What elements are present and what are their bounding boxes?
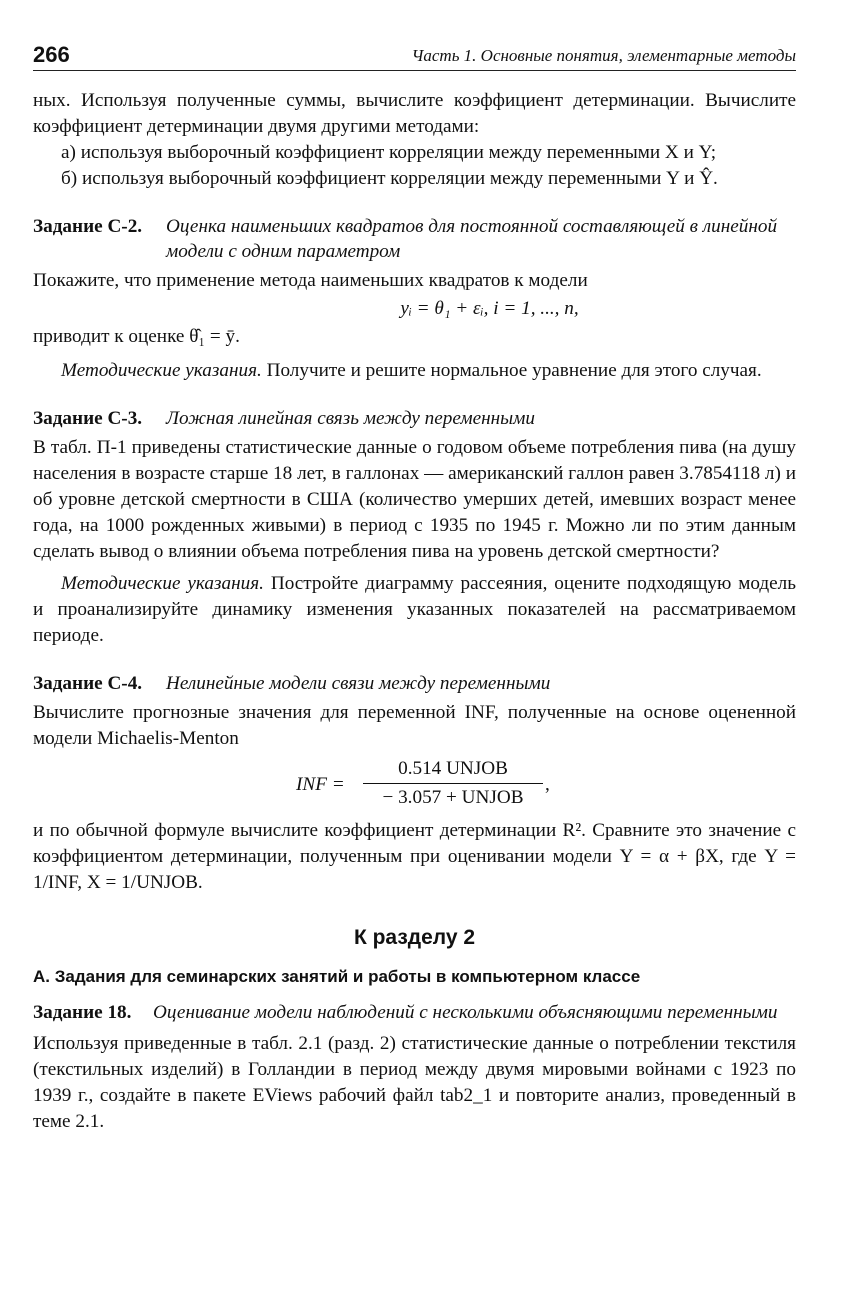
task-title: Ложная линейная связь между переменными	[166, 408, 536, 429]
task-label: Задание 18.	[33, 1002, 132, 1023]
task-c3-heading	[33, 406, 796, 431]
hint-text: Постройте диаграмму рассеяния, оцените подходящую модель и проанализируйте динамику изменения указанных показателей на рассматриваемом периоде.	[33, 573, 796, 646]
task-label: Задание С-4.	[33, 673, 143, 694]
subsection-title: А. Задания для семинарских занятий и работы в компьютерном классе	[33, 967, 641, 986]
hint-label: Методические указания.	[61, 360, 262, 381]
formula-lhs: INF =	[296, 774, 345, 795]
task-c2-formula: yᵢ = θ₁ + εᵢ, i = 1, ..., n,	[400, 298, 579, 319]
task-18-heading	[33, 1000, 796, 1025]
task-c4-heading	[33, 671, 796, 696]
task-c4-text: Вычислите прогнозные значения для переменной INF, полученные на основе оцененной модели Michaelis-Menton	[33, 702, 796, 749]
page-header	[33, 40, 796, 71]
task-label: Задание С-2.	[33, 216, 143, 237]
formula-fraction	[363, 756, 543, 811]
task-title: Нелинейные модели связи между переменными	[166, 673, 551, 694]
list-item-a: а) используя выборочный коэффициент корреляции между переменными X и Y;	[61, 142, 717, 163]
intro-paragraph: ных. Используя полученные суммы, вычислите коэффициент детерминации. Вычислите коэффициент детерминации двумя другими методами:	[33, 90, 796, 137]
page-body	[33, 88, 796, 1135]
task-c2-heading	[33, 214, 796, 264]
task-c2-hint	[33, 358, 796, 384]
formula-denominator: − 3.057 + UNJOB	[382, 787, 524, 808]
section-title: К разделу 2	[353, 926, 476, 949]
running-head: Часть 1. Основные понятия, элементарные методы	[411, 46, 796, 65]
hint-label: Методические указания.	[61, 573, 264, 594]
task-label: Задание С-3.	[33, 408, 143, 429]
hint-text: Получите и решите нормальное уравнение для этого случая.	[266, 360, 762, 381]
task-c2-result: приводит к оценке θ̂₁ = ȳ.	[33, 326, 240, 347]
list-item-b: б) используя выборочный коэффициент корреляции между переменными Y и Ŷ.	[61, 168, 718, 189]
formula-comma: ,	[545, 774, 550, 795]
formula-numerator: 0.514 UNJOB	[363, 756, 543, 784]
task-title: Оценивание модели наблюдений с несколькими объясняющими переменными	[153, 1002, 778, 1023]
task-c4-text2: и по обычной формуле вычислите коэффициент детерминации R². Сравните это значение с коэффициентом детерминации, полученным при оценивании модели Y = α + βX, где Y = 1/INF, X = 1/UNJOB.	[33, 820, 796, 893]
task-18-text: Используя приведенные в табл. 2.1 (разд. 2) статистические данные о потреблении текстиля (текстильных изделий) в Голландии в период между двумя мировыми войнами с 1923 по 1939 г., создайте в пакете EViews рабочий файл tab2_1 и повторите анализ, проведенный в теме 2.1.	[33, 1033, 796, 1132]
page-number: 266	[33, 42, 70, 67]
task-c4-formula	[33, 756, 796, 814]
task-title: Оценка наименьших квадратов для постоянной составляющей в линейной модели с одним параметром	[166, 216, 778, 262]
task-c2-text: Покажите, что применение метода наименьших квадратов к модели	[33, 270, 588, 291]
task-c3-text: В табл. П-1 приведены статистические данные о годовом объеме потребления пива (на душу населения в возрасте старше 18 лет, в галлонах — американский галлон равен 3.7854118 л) и об уровне детской смертности в США (количество умерших детей, имевших возраст менее года, на 1000 рожденных живыми) в период с 1935 по 1945 г. Можно ли по этим данным сделать вывод о влиянии объема потребления пива на уровень детской смертности?	[33, 437, 796, 562]
task-c3-hint	[33, 571, 796, 649]
